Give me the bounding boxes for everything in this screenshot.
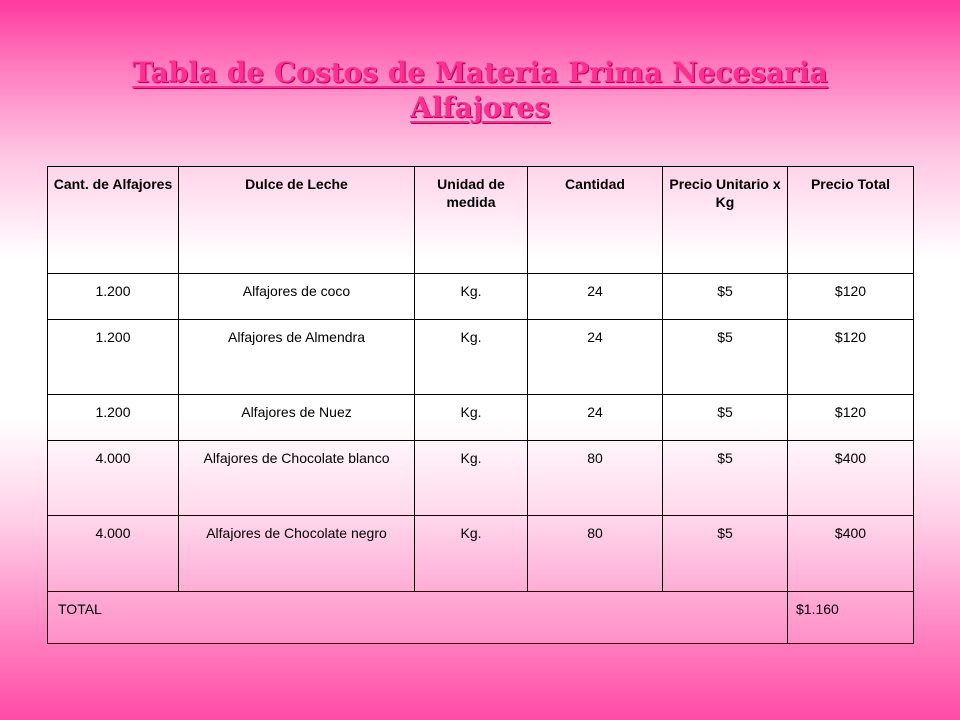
cell-cantidad: 80 [528,516,663,592]
table-total-row [48,592,914,644]
cell-unidad: Kg. [415,395,528,441]
total-label: TOTAL [48,592,788,644]
cost-table [47,166,914,644]
header-unidad-medida: Unidad de medida [415,167,528,274]
table-row [48,441,914,516]
header-cantidad: Cantidad [528,167,663,274]
cell-precio-total: $120 [788,395,914,441]
cell-cantidad: 80 [528,441,663,516]
cell-precio-total: $120 [788,274,914,320]
cell-precio-unitario: $5 [663,274,788,320]
table-row [48,274,914,320]
cell-cantidad-alfajores: 1.200 [48,395,179,441]
cell-cantidad-alfajores: 4.000 [48,516,179,592]
header-cant-alfajores: Cant. de Alfajores [48,167,179,274]
cell-cantidad-alfajores: 1.200 [48,274,179,320]
cell-producto: Alfajores de Nuez [179,395,415,441]
cell-cantidad: 24 [528,274,663,320]
cell-unidad: Kg. [415,516,528,592]
title-line-1: Tabla de Costos de Materia Prima Necesaria [132,56,828,89]
slide-title [0,55,960,125]
cell-producto: Alfajores de coco [179,274,415,320]
cell-precio-unitario: $5 [663,441,788,516]
table-row [48,320,914,395]
cell-unidad: Kg. [415,274,528,320]
cell-cantidad-alfajores: 1.200 [48,320,179,395]
cell-precio-unitario: $5 [663,395,788,441]
cell-producto: Alfajores de Almendra [179,320,415,395]
cell-precio-unitario: $5 [663,320,788,395]
header-dulce-de-leche: Dulce de Leche [179,167,415,274]
cell-precio-unitario: $5 [663,516,788,592]
cell-precio-total: $120 [788,320,914,395]
header-precio-unitario: Precio Unitario x Kg [663,167,788,274]
cell-producto: Alfajores de Chocolate blanco [179,441,415,516]
cell-cantidad: 24 [528,320,663,395]
cell-cantidad: 24 [528,395,663,441]
cell-precio-total: $400 [788,516,914,592]
cell-producto: Alfajores de Chocolate negro [179,516,415,592]
cell-unidad: Kg. [415,320,528,395]
table-header-row [48,167,914,274]
cell-precio-total: $400 [788,441,914,516]
header-precio-total: Precio Total [788,167,914,274]
table-row [48,395,914,441]
table-row [48,516,914,592]
cell-unidad: Kg. [415,441,528,516]
title-line-2: Alfajores [410,91,550,124]
total-value: $1.160 [788,592,914,644]
cell-cantidad-alfajores: 4.000 [48,441,179,516]
cost-table-container [47,166,914,644]
